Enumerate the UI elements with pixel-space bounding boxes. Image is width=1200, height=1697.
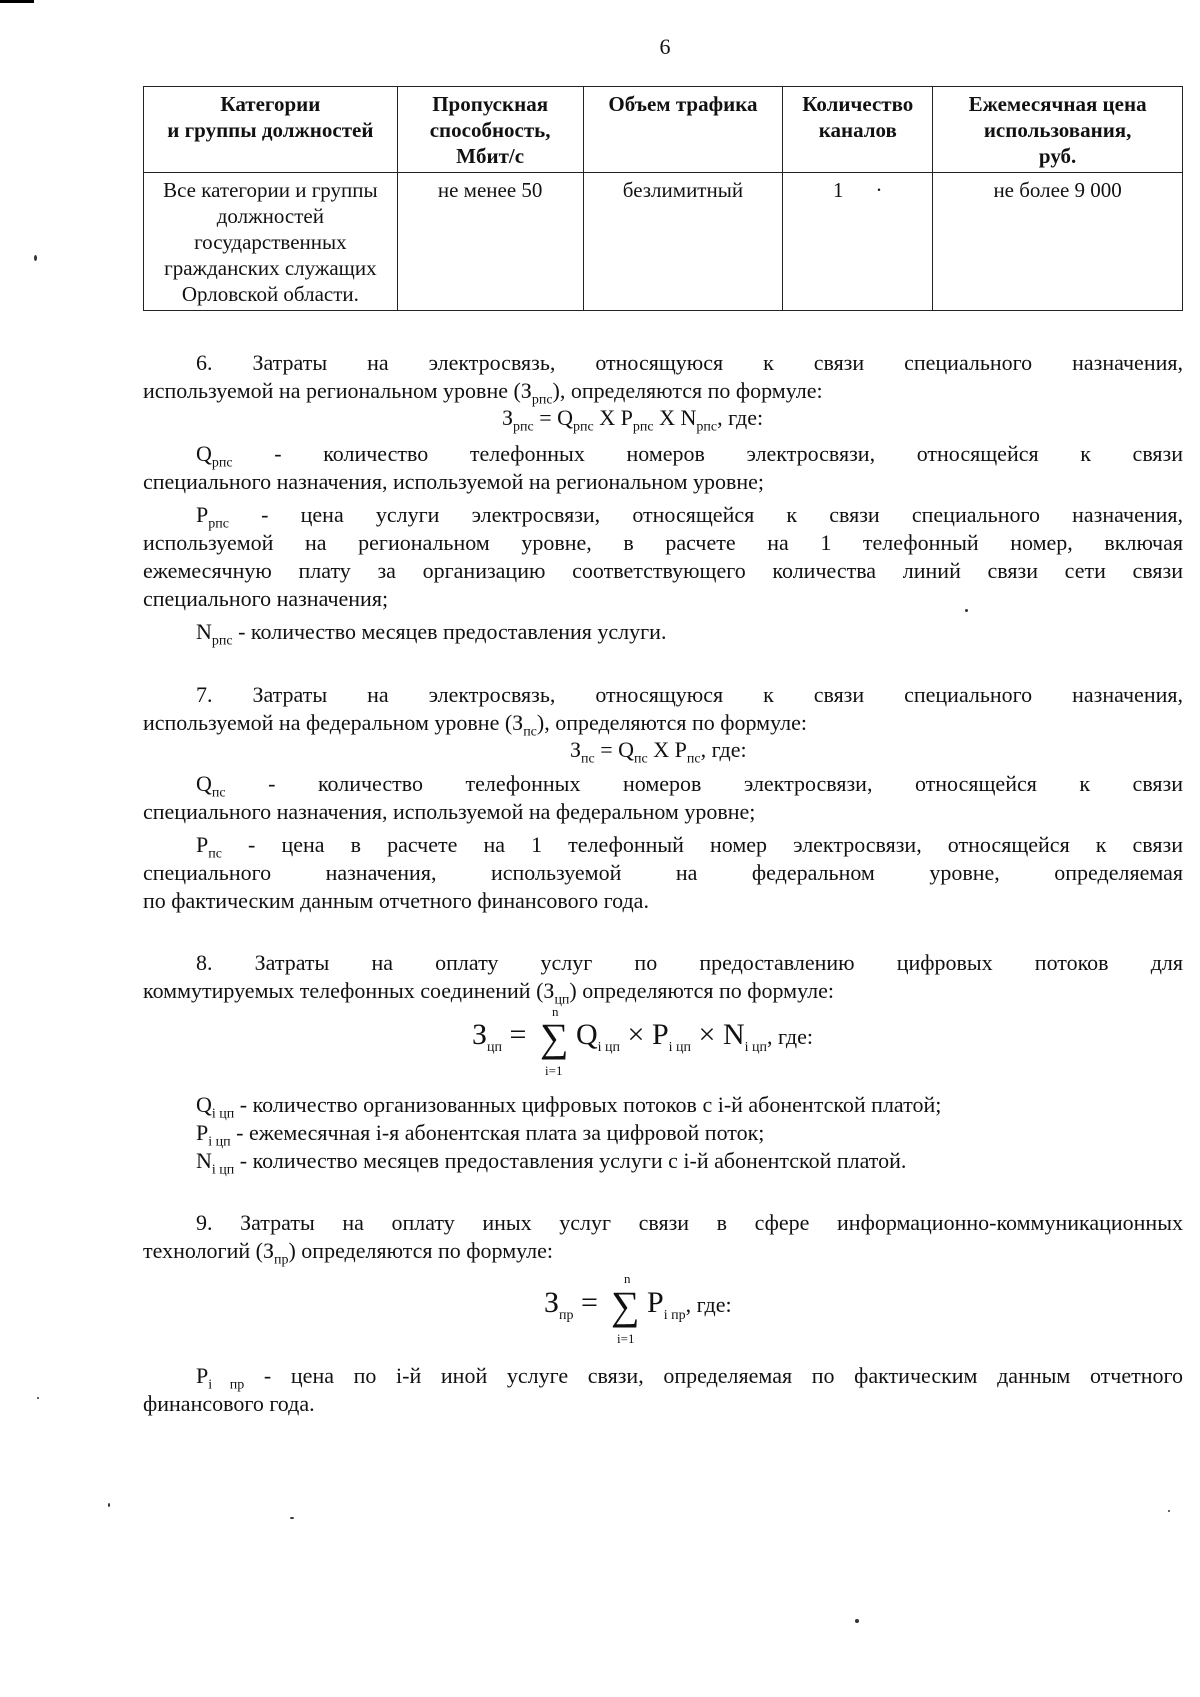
s7-p-line-2: специального назначения, используемой на федеральном уровне, определяемая <box>143 860 1183 885</box>
scan-speck <box>37 1397 39 1399</box>
s9-def-p-line-1: $P_{i пр}$ - цена по i-й иной услуге связи, определяемая по фактическим данным отчетного <box>196 1363 1183 1393</box>
scan-speck <box>108 1503 110 1507</box>
s7-line-2: используемой на федеральном уровне $(З_{пс})$, определяются по формуле: <box>143 710 807 740</box>
s9-formula-lhs: $З_{пр}$ = <box>544 1286 598 1323</box>
s9-sum-sign: ∑ <box>611 1283 640 1328</box>
s9-sum-upper: n <box>624 1271 631 1286</box>
cell-channels: 1 · <box>783 173 933 311</box>
s6-q-line-2: специального назначения, используемой на региональном уровне; <box>143 469 765 494</box>
s8-def-p: $P_{i цп}$ - ежемесячная i-я абонентская плата за цифровой поток; <box>196 1120 765 1150</box>
s8-def-q: $Q_{i цп}$ - количество организованных цифровых потоков с i-й абонентской платой; <box>196 1092 942 1122</box>
s8-def-n: $N_{i цп}$ - количество месяцев предоставления услуги с i-й абонентской платой. <box>196 1148 907 1178</box>
scan-speck <box>1168 1510 1170 1512</box>
s7-p-line-1: $P_{пс}$ - цена в расчете на 1 телефонный номер электросвязи, относящейся к связи <box>196 832 1183 862</box>
s6-line-1: 6. Затраты на электросвязь, относящуюся к связи специального назначения, <box>196 350 1183 375</box>
s6-p-line-4: специального назначения; <box>143 586 389 611</box>
s7-q-line-1: $Q_{пс}$ - количество телефонных номеров электросвязи, относящейся к связи <box>196 771 1183 801</box>
s6-p-line-1: $P_{рпс}$ - цена услуги электросвязи, относящейся к связи специального назначения, <box>196 502 1183 532</box>
s9-line-1: 9. Затраты на оплату иных услуг связи в сфере информационно-коммуникационных <box>196 1210 1183 1235</box>
s8-sum-lower: i=1 <box>545 1063 563 1078</box>
s7-p-line-3: по фактическим данным отчетного финансового года. <box>143 888 649 913</box>
scan-speck <box>34 255 37 261</box>
s9-sum-lower: i=1 <box>617 1331 635 1346</box>
s8-line-2: коммутируемых телефонных соединений $(З_{цп})$ определяются по формуле: <box>143 978 834 1008</box>
cell-category: Все категории и группы должностей государственных гражданских служащих Орловской области. <box>144 173 398 311</box>
tariff-table <box>143 86 1183 311</box>
s9-def-p-line-2: финансового года. <box>143 1391 315 1416</box>
cell-bandwidth: не менее 50 <box>397 173 583 311</box>
s8-line-1: 8. Затраты на оплату услуг по предоставлению цифровых потоков для <box>196 950 1183 975</box>
s9-formula-terms: $P_{i пр}$, где: <box>647 1286 732 1323</box>
s7-q-line-2: специального назначения, используемой на федеральном уровне; <box>143 799 756 824</box>
cell-traffic: безлимитный <box>583 173 783 311</box>
scan-speck <box>855 1619 859 1623</box>
page-number: 6 <box>659 34 671 59</box>
s8-sum-sign: ∑ <box>540 1015 569 1060</box>
header-category: Категории и группы должностей <box>144 87 398 173</box>
s6-formula: $З_{рпс} = Q_{рпс}$ X $P_{рпс}$ X $N_{рпс}$, где: <box>502 405 764 435</box>
s8-formula-lhs: $З_{цп}$ = <box>472 1018 527 1055</box>
table-header-row <box>144 87 1183 173</box>
s8-formula-terms: $Q_{i цп} \times P_{i цп} \times N_{i цп}$, где: <box>576 1018 813 1055</box>
header-channels: Количество каналов <box>783 87 933 173</box>
s7-formula: $З_{пс} = Q_{пс}$ X $P_{пс}$, где: <box>570 737 747 767</box>
scan-edge-mark <box>0 0 34 3</box>
s6-n-line: $N_{рпс}$ - количество месяцев предоставления услуги. <box>196 619 667 649</box>
s6-line-2: используемой на региональном уровне $(З_{рпс})$, определяются по формуле: <box>143 378 823 408</box>
header-bandwidth: Пропускная способность, Мбит/с <box>397 87 583 173</box>
table-row <box>144 173 1183 311</box>
scan-speck <box>290 1517 294 1519</box>
cell-price: не более 9 000 <box>933 173 1183 311</box>
s9-line-2: технологий $(З_{пр})$ определяются по формуле: <box>143 1238 554 1268</box>
scan-speck <box>965 609 968 612</box>
s6-q-line-1: $Q_{рпс}$ - количество телефонных номеров электросвязи, относящейся к связи <box>196 441 1183 471</box>
header-price: Ежемесячная цена использования, руб. <box>933 87 1183 173</box>
s7-line-1: 7. Затраты на электросвязь, относящуюся к связи специального назначения, <box>196 682 1183 707</box>
s6-p-line-2: используемой на региональном уровне, в расчете на 1 телефонный номер, включая <box>143 530 1183 555</box>
header-traffic: Объем трафика <box>583 87 783 173</box>
s8-sum-upper: n <box>552 1004 559 1019</box>
s6-p-line-3: ежемесячную плату за организацию соответствующего количества линий связи сети связи <box>143 558 1183 583</box>
